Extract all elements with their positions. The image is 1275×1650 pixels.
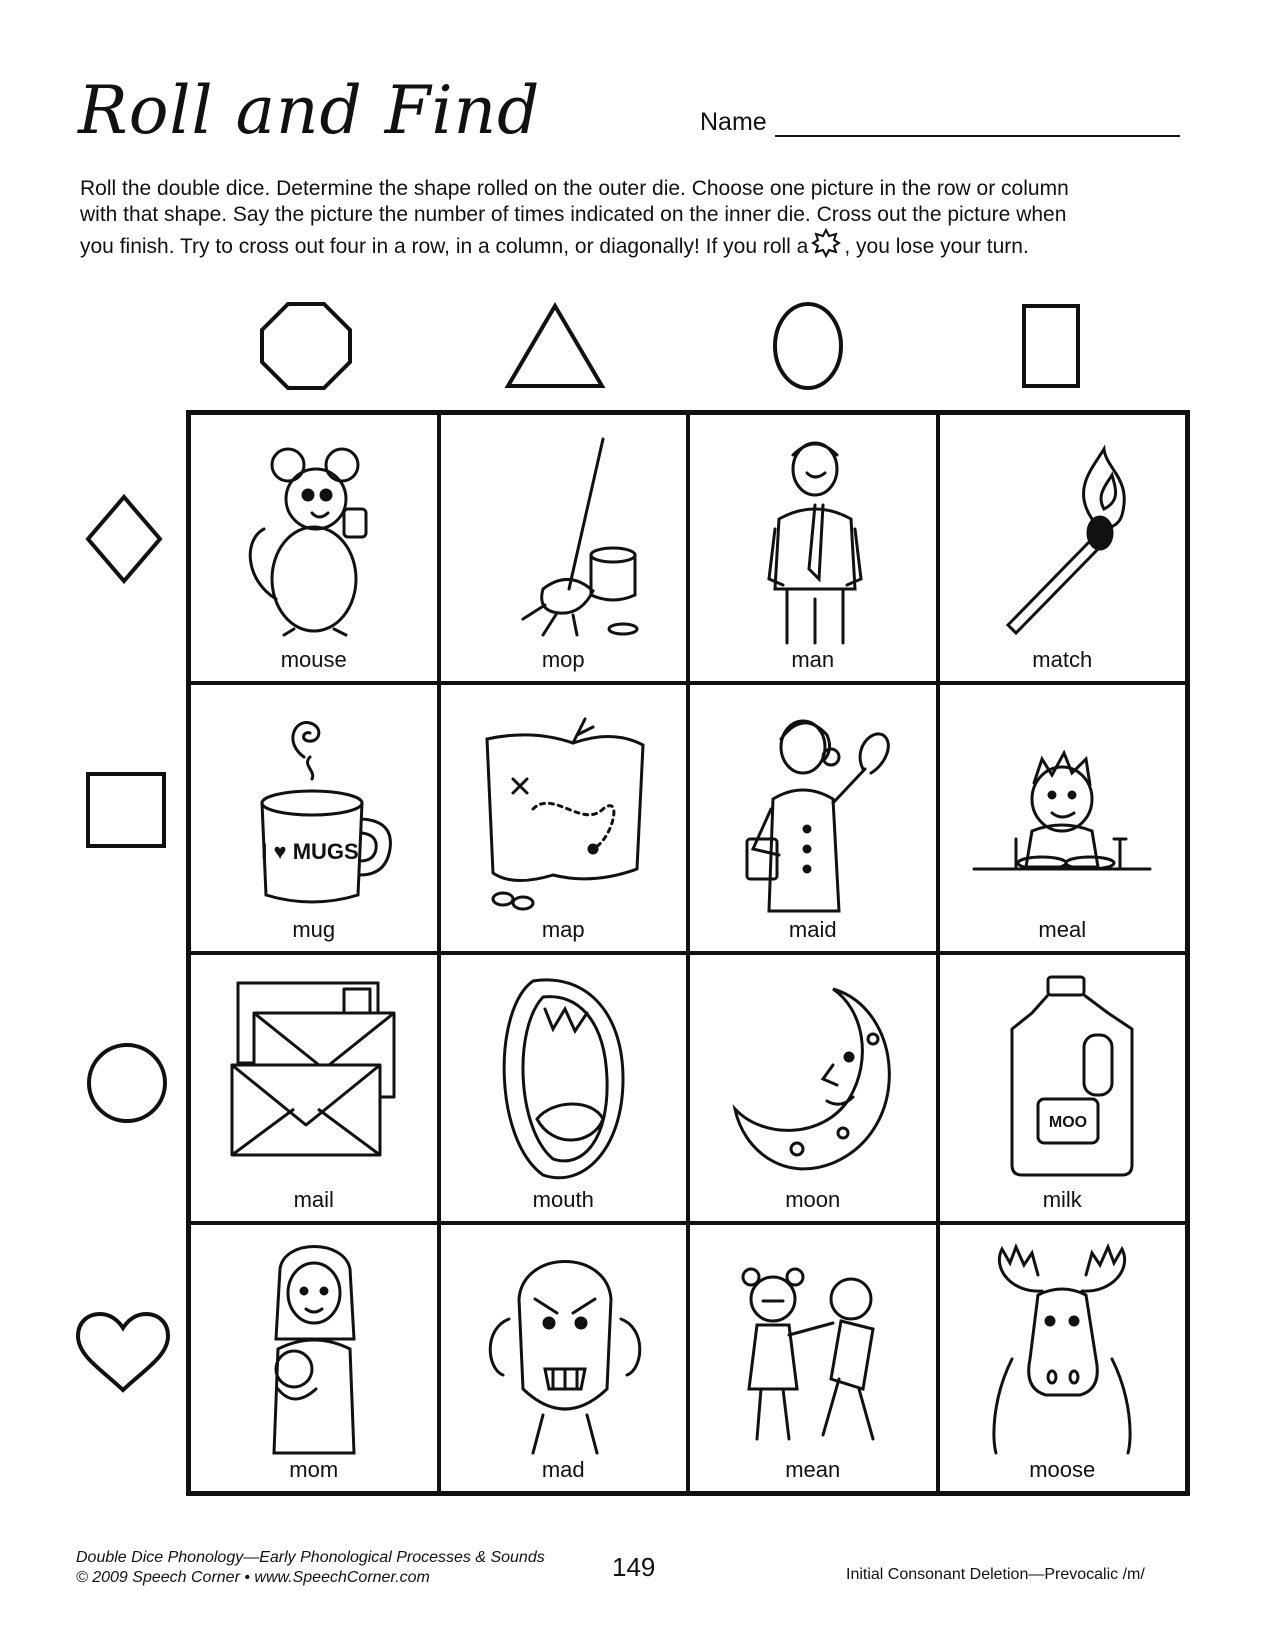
grid-cell-meal[interactable]: [938, 683, 1188, 953]
mop-icon: [473, 429, 653, 649]
mom-icon: [224, 1239, 404, 1459]
grid-cell-man[interactable]: [688, 413, 938, 683]
footer-copyright: © 2009 Speech Corner • www.SpeechCorner.com: [76, 1569, 430, 1586]
grid-cell-mug[interactable]: [189, 683, 439, 953]
instruction-line-3: [80, 228, 1200, 265]
match-icon: [972, 429, 1152, 649]
burst-icon: [811, 228, 841, 265]
mouse-icon: [224, 429, 404, 649]
name-line[interactable]: [775, 111, 1180, 137]
page-title: Roll and Find: [78, 72, 541, 149]
rectangle-icon: [1020, 300, 1084, 397]
mouth-icon: [473, 969, 653, 1189]
grid-cell-moon[interactable]: [688, 953, 938, 1223]
footer-credits: [76, 1548, 545, 1588]
man-icon: [723, 429, 903, 649]
maid-icon: [723, 699, 903, 919]
word-label: mail: [293, 1187, 334, 1212]
grid-cell-mouse[interactable]: [189, 413, 439, 683]
heart-icon: [72, 1310, 174, 1401]
word-label: moose: [1029, 1457, 1096, 1482]
page-number: 149: [612, 1552, 656, 1582]
picture-grid: [186, 410, 1190, 1496]
grid-cell-milk[interactable]: [938, 953, 1188, 1223]
word-label: mad: [541, 1457, 585, 1482]
word-label: maid: [788, 917, 837, 942]
grid-cell-mad[interactable]: [439, 1223, 689, 1493]
word-label: mop: [541, 647, 585, 672]
grid-cell-mail[interactable]: [189, 953, 439, 1223]
mug-text: I ♥ MUGS: [261, 839, 359, 864]
footer-book-title: Double Dice Phonology—Early Phonological Processes & Sounds: [76, 1549, 545, 1566]
word-label: match: [1032, 647, 1093, 672]
triangle-icon: [502, 300, 608, 397]
mail-icon: [224, 969, 404, 1189]
word-label: mouth: [532, 1187, 594, 1212]
word-label: mouse: [280, 647, 347, 672]
name-label: Name: [700, 108, 767, 136]
mug-icon: [224, 699, 404, 919]
word-label: mom: [289, 1457, 339, 1482]
moose-icon: [972, 1239, 1152, 1459]
word-label: mug: [292, 917, 336, 942]
circle-icon: [84, 1040, 170, 1131]
meal-icon: [972, 699, 1152, 919]
word-label: man: [791, 647, 835, 672]
grid-cell-moose[interactable]: [938, 1223, 1188, 1493]
diamond-icon: [84, 493, 164, 590]
grid-cell-map[interactable]: [439, 683, 689, 953]
word-label: map: [541, 917, 585, 942]
name-field[interactable]: [700, 108, 1180, 137]
instruction-line-1: Roll the double dice. Determine the shape rolled on the outer die. Choose one picture in the row or column: [80, 177, 1069, 200]
instructions: [80, 176, 1200, 265]
word-label: moon: [785, 1187, 841, 1212]
instruction-line-3a: you finish. Try to cross out four in a row, in a column, or diagonally! If you roll a: [80, 235, 809, 258]
moon-icon: [723, 969, 903, 1189]
oval-icon: [770, 300, 846, 397]
map-icon: [473, 699, 653, 919]
word-label: mean: [785, 1457, 841, 1482]
grid-cell-maid[interactable]: [688, 683, 938, 953]
word-label: meal: [1038, 917, 1087, 942]
milk-label-text: MOO: [1049, 1114, 1088, 1131]
square-icon: [84, 770, 170, 857]
instruction-line-2: with that shape. Say the picture the number of times indicated on the inner die. Cross out the picture when: [80, 203, 1067, 226]
word-label: milk: [1042, 1187, 1082, 1212]
grid-cell-mom[interactable]: [189, 1223, 439, 1493]
grid-cell-mouth[interactable]: [439, 953, 689, 1223]
milk-icon: [972, 969, 1152, 1189]
grid-cell-mop[interactable]: [439, 413, 689, 683]
instruction-line-3b: , you lose your turn.: [844, 235, 1029, 258]
octagon-icon: [258, 300, 354, 397]
mad-icon: [473, 1239, 653, 1459]
grid-cell-mean[interactable]: [688, 1223, 938, 1493]
mean-icon: [723, 1239, 903, 1459]
grid-cell-match[interactable]: [938, 413, 1188, 683]
footer-topic: Initial Consonant Deletion—Prevocalic /m/: [846, 1566, 1145, 1583]
